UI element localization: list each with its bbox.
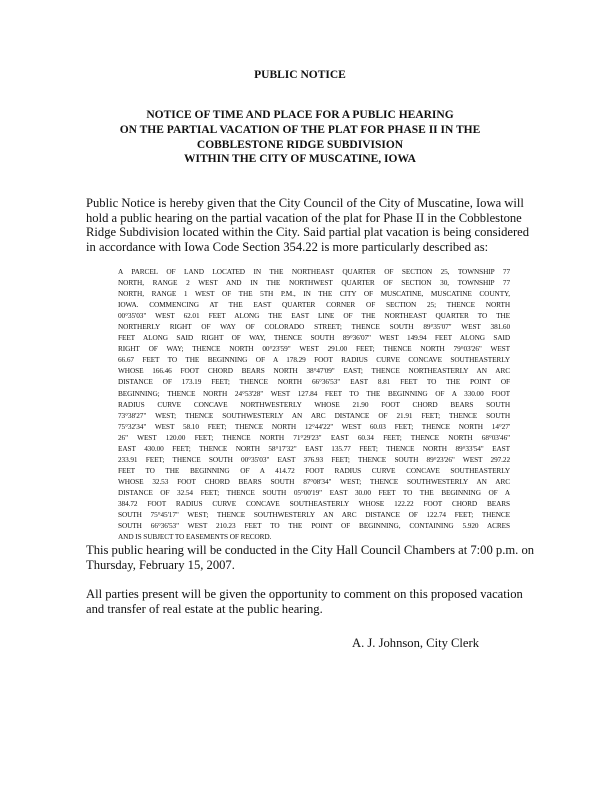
heading-line: COBBLESTONE RIDGE SUBDIVISION bbox=[196, 138, 404, 151]
intro-line: Ridge Subdivision located within the City. Said partial plat vacation is being considered bbox=[86, 225, 530, 240]
intro-line: in accordance with Iowa Code Section 354.22 is more particularly described as: bbox=[86, 239, 489, 254]
legal-line: 73°38'27" WEST; THENCE SOUTHWESTERLY AN ARC DISTANCE OF 21.91 FEET; THENCE SOUTH bbox=[118, 410, 510, 420]
notice-heading bbox=[60, 108, 540, 167]
intro-paragraph bbox=[86, 196, 530, 254]
legal-line: 384.72 FOOT RADIUS CURVE CONCAVE SOUTHEASTERLY WHOSE 122.22 FOOT CHORD BEARS bbox=[118, 498, 510, 508]
legal-line: BEGINNING; THENCE NORTH 24°53'28" WEST 127.84 FEET TO THE BEGINNING OF A 330.00 FOOT bbox=[118, 388, 510, 398]
hearing-paragraph bbox=[86, 543, 535, 572]
legal-line: 00°35'03" WEST 62.01 FEET ALONG THE EAST LINE OF THE NORTHEAST QUARTER TO THE bbox=[118, 311, 510, 321]
legal-line: 233.91 FEET; THENCE SOUTH 00°35'03" EAST 376.93 FEET; THENCE SOUTH 89°23'26" WEST 297.22 bbox=[118, 454, 510, 464]
parties-line: and transfer of real estate at the public hearing. bbox=[86, 601, 323, 616]
heading-line: NOTICE OF TIME AND PLACE FOR A PUBLIC HEARING bbox=[146, 109, 454, 121]
legal-line: 75°32'34" WEST 58.10 FEET; THENCE NORTH 12°44'22" WEST 60.03 FEET; THENCE NORTH 14°27' bbox=[118, 421, 510, 431]
legal-line: NORTH, RANGE 1 WEST OF THE 5TH P.M., IN THE CITY OF MUSCATINE, MUSCATINE COUNTY, bbox=[118, 289, 510, 299]
heading-line: ON THE PARTIAL VACATION OF THE PLAT FOR PHASE II IN THE bbox=[119, 123, 481, 136]
legal-line: AND IS SUBJECT TO EASEMENTS OF RECORD. bbox=[118, 532, 272, 542]
intro-line: Public Notice is hereby given that the City Council of the City of Muscatine, Iowa will bbox=[86, 196, 524, 210]
legal-line: DISTANCE OF 32.54 FEET; THENCE SOUTH 05°00'19" EAST 30.00 FEET TO THE BEGINNING OF A bbox=[118, 487, 510, 497]
legal-line: NORTH, RANGE 2 WEST AND IN THE NORTHWEST QUARTER OF SECTION 30, TOWNSHIP 77 bbox=[118, 278, 510, 288]
signature: A. J. Johnson, City Clerk bbox=[352, 636, 479, 650]
legal-line: SOUTH 66°36'53" WEST 210.23 FEET TO THE POINT OF BEGINNING, CONTAINING 5.920 ACRES bbox=[118, 521, 510, 531]
legal-line: NORTHERLY RIGHT OF WAY OF COLORADO STREET; THENCE SOUTH 89°35'07" WEST 381.60 bbox=[118, 322, 510, 332]
legal-description bbox=[118, 266, 510, 542]
legal-line: IOWA. COMMENCING AT THE EAST QUARTER CORNER OF SECTION 25; THENCE NORTH bbox=[118, 300, 510, 310]
legal-line: FEET ALONG SAID RIGHT OF WAY, THENCE SOUTH 89°36'07" WEST 149.94 FEET ALONG SAID bbox=[118, 333, 510, 343]
legal-line: 66.67 FEET TO THE BEGINNING OF A 178.29 FOOT RADIUS CURVE CONCAVE SOUTHEASTERLY bbox=[118, 355, 510, 365]
parties-line: All parties present will be given the opportunity to comment on this proposed vacation bbox=[86, 587, 523, 601]
document-title: PUBLIC NOTICE bbox=[254, 69, 346, 81]
legal-line: EAST 430.00 FEET; THENCE NORTH 58°17'32" EAST 135.77 FEET; THENCE NORTH 89°33'54" EAST bbox=[118, 443, 510, 453]
legal-line: A PARCEL OF LAND LOCATED IN THE NORTHEAST QUARTER OF SECTION 25, TOWNSHIP 77 bbox=[118, 267, 510, 276]
parties-paragraph bbox=[86, 587, 523, 616]
legal-line: RADIUS CURVE CONCAVE NORTHWESTERLY WHOSE 21.90 FOOT CHORD BEARS SOUTH bbox=[118, 399, 510, 409]
legal-line: SOUTH 75°45'17" WEST; THENCE SOUTHWESTERLY AN ARC DISTANCE OF 122.74 FEET; THENCE bbox=[118, 510, 510, 520]
hearing-line: This public hearing will be conducted in the City Hall Council Chambers at 7:00 p.m. on bbox=[86, 543, 535, 557]
legal-line: FEET TO THE BEGINNING OF A 414.72 FOOT RADIUS CURVE CONCAVE SOUTHEASTERLY bbox=[118, 465, 510, 475]
hearing-line: Thursday, February 15, 2007. bbox=[86, 557, 235, 572]
legal-line: DISTANCE OF 173.19 FEET; THENCE NORTH 66°36'53" EAST 8.81 FEET TO THE POINT OF bbox=[118, 377, 510, 387]
intro-line: hold a public hearing on the partial vacation of the plat for Phase II in the Cobblestone bbox=[86, 210, 522, 225]
legal-line: WHOSE 166.46 FOOT CHORD BEARS NORTH 38°47'09" EAST; THENCE NORTHEASTERLY AN ARC bbox=[118, 366, 510, 376]
legal-line: WHOSE 32.53 FOOT CHORD BEARS SOUTH 87°08'34" WEST; THENCE SOUTHWESTERLY AN ARC bbox=[118, 476, 510, 486]
legal-line: 26" WEST 120.00 FEET; THENCE NORTH 71°29'23" EAST 60.34 FEET; THENCE NORTH 68°03'46" bbox=[118, 432, 510, 442]
legal-line: RIGHT OF WAY; THENCE NORTH 00°23'59" WEST 291.00 FEET; THENCE NORTH 79°03'26" WEST bbox=[118, 344, 510, 354]
heading-line: WITHIN THE CITY OF MUSCATINE, IOWA bbox=[184, 153, 416, 166]
